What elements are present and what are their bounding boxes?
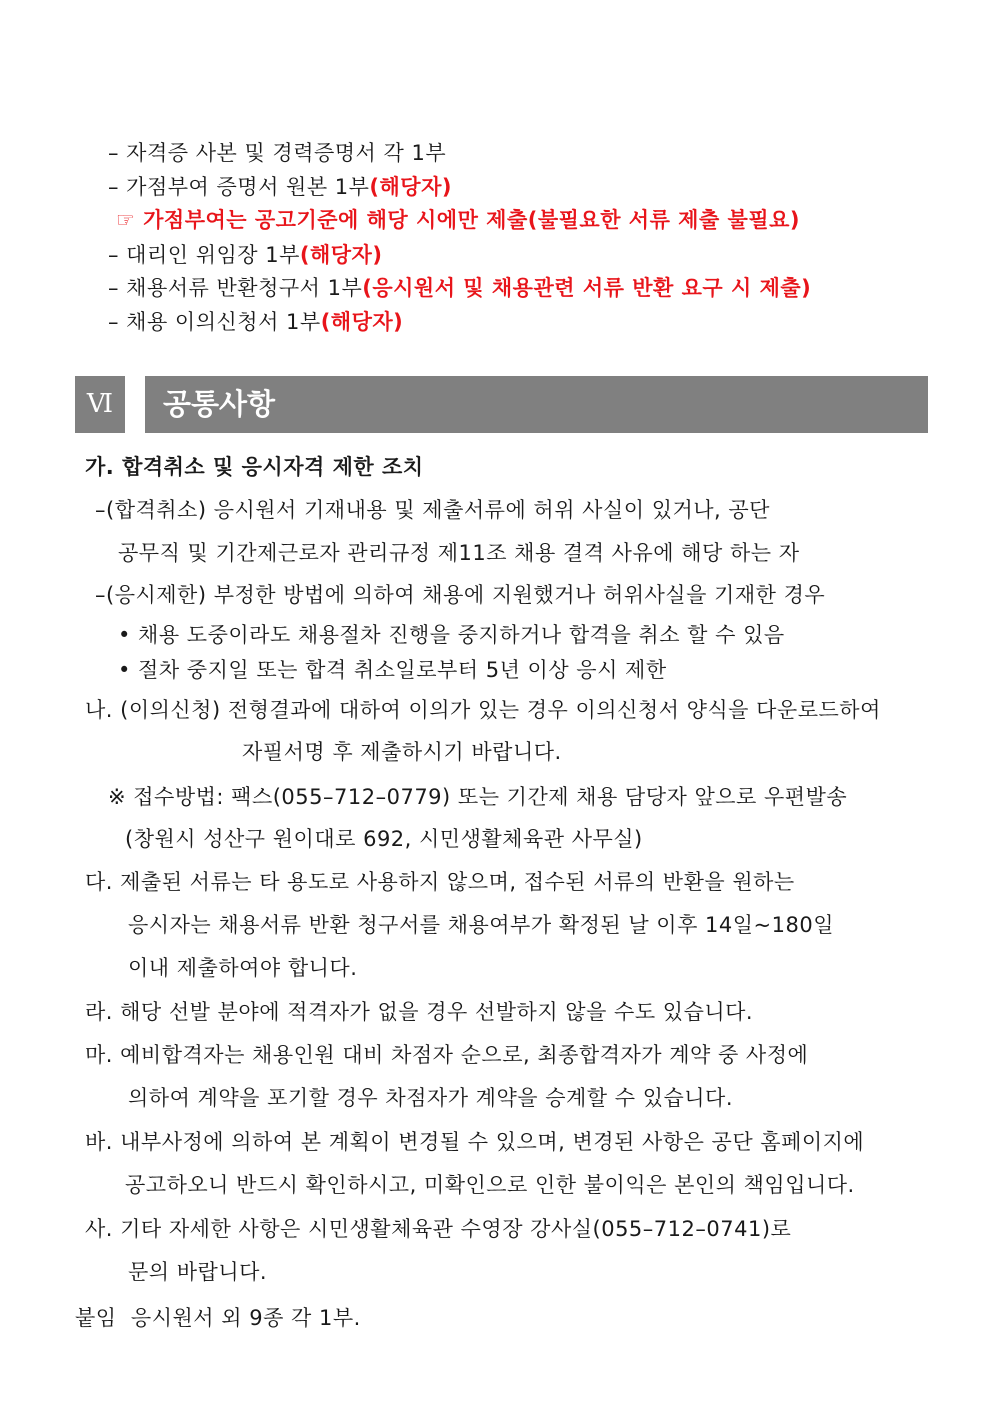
list-item <box>108 172 452 202</box>
list-item <box>108 307 403 337</box>
body-line: 공무직 및 기간제근로자 관리규정 제11조 채용 결격 사유에 해당 하는 자 <box>118 541 800 565</box>
body-line: 자필서명 후 제출하시기 바랍니다. <box>242 740 562 764</box>
list-item-note: (해당자) <box>299 243 383 267</box>
list-item <box>108 240 382 270</box>
bullet-line: • 채용 도중이라도 채용절차 진행을 중지하거나 합격을 취소 할 수 있음 <box>118 623 785 647</box>
list-item-text: – 채용 이의신청서 1부 <box>108 310 321 334</box>
body-line: 이내 제출하여야 합니다. <box>128 956 358 980</box>
section-title: 공통사항 <box>145 376 928 433</box>
list-item-note: (응시원서 및 채용관련 서류 반환 요구 시 제출) <box>362 276 812 300</box>
section-number: Ⅵ <box>75 376 125 433</box>
body-line: 라. 해당 선발 분야에 적격자가 없을 경우 선발하지 않을 수도 있습니다. <box>85 1000 754 1024</box>
body-line: 문의 바랍니다. <box>128 1260 268 1284</box>
body-line: 다. 제출된 서류는 타 용도로 사용하지 않으며, 접수된 서류의 반환을 원하는 <box>85 870 795 894</box>
list-item-text: – 가점부여 증명서 원본 1부 <box>108 175 370 199</box>
list-item <box>116 205 800 235</box>
list-item-text: – 자격증 사본 및 경력증명서 각 1부 <box>108 141 447 165</box>
attachment-line: 붙임 응시원서 외 9종 각 1부. <box>75 1306 361 1330</box>
body-line: –(합격취소) 응시원서 기재내용 및 제출서류에 허위 사실이 있거나, 공단 <box>95 498 770 522</box>
list-item <box>108 273 811 303</box>
body-line: 사. 기타 자세한 사항은 시민생활체육관 수영장 강사실(055–712–0741)로 <box>85 1217 792 1241</box>
body-line: –(응시제한) 부정한 방법에 의하여 채용에 지원했거나 허위사실을 기재한 경우 <box>95 583 826 607</box>
body-line: 나. (이의신청) 전형결과에 대하여 이의가 있는 경우 이의신청서 양식을 다운로드하여 <box>85 698 881 722</box>
subsection-heading: 가. 합격취소 및 응시자격 제한 조치 <box>85 455 424 479</box>
body-line: 바. 내부사정에 의하여 본 계획이 변경될 수 있으며, 변경된 사항은 공단 홈페이지에 <box>85 1130 865 1154</box>
body-line: 마. 예비합격자는 채용인원 대비 차점자 순으로, 최종합격자가 계약 중 사정에 <box>85 1043 809 1067</box>
list-item-note: (해당자) <box>320 310 404 334</box>
list-item <box>108 138 446 168</box>
list-item-text: – 채용서류 반환청구서 1부 <box>108 276 363 300</box>
list-item-text: – 대리인 위임장 1부 <box>108 243 300 267</box>
body-line: 의하여 계약을 포기할 경우 차점자가 계약을 승계할 수 있습니다. <box>128 1086 734 1110</box>
list-item-note: (해당자) <box>369 175 452 199</box>
body-line: 응시자는 채용서류 반환 청구서를 채용여부가 확정된 날 이후 14일~180일 <box>128 913 835 937</box>
list-item-note: ☞ 가점부여는 공고기준에 해당 시에만 제출(불필요한 서류 제출 불필요) <box>116 208 801 232</box>
bullet-line: • 절차 중지일 또는 합격 취소일로부터 5년 이상 응시 제한 <box>118 658 667 682</box>
note-line: ※ 접수방법: 팩스(055–712–0779) 또는 기간제 채용 담당자 앞으로 우편발송 <box>108 785 848 809</box>
note-line: (창원시 성산구 원이대로 692, 시민생활체육관 사무실) <box>125 827 643 851</box>
body-line: 공고하오니 반드시 확인하시고, 미확인으로 인한 불이익은 본인의 책임입니다. <box>125 1173 855 1197</box>
